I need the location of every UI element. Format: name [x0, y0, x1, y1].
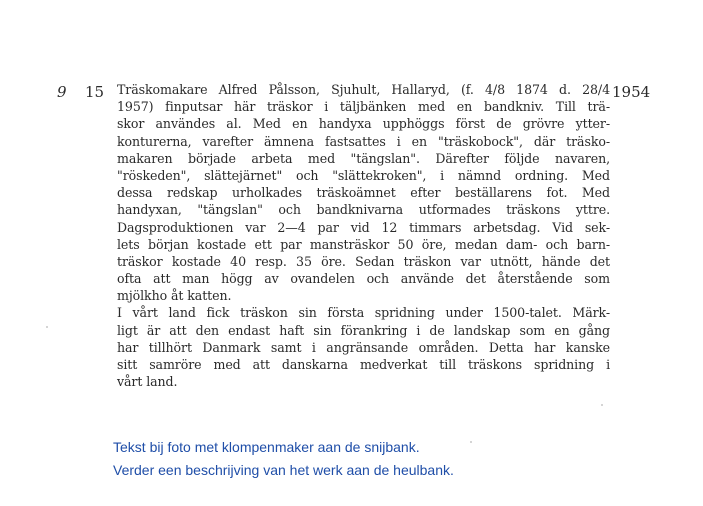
scan-speck [46, 326, 48, 328]
text-line: vårt land. [117, 374, 178, 390]
text-line: makaren började arbeta med "tängslan". Därefter följde navaren, [117, 150, 610, 166]
text-line: 1957) finputsar här träskor i täljbänken med en bandkniv. Till trä- [117, 99, 610, 115]
text-line: "röskeden", slättejärnet" och "slättekroken", i nämnd ordning. Med [117, 167, 610, 183]
scan-speck [601, 404, 603, 406]
text-line: skor användes al. Med en handyxa upphöggs först de grövre ytter- [117, 116, 610, 132]
text-line: lets början kostade ett par mansträskor 50 öre, medan dam- och barn- [117, 236, 610, 252]
caption-line-1: Tekst bij foto met klompenmaker aan de snijbank. [113, 439, 420, 455]
text-line: ofta att man högg av ovandelen och använde det återstående som [117, 271, 610, 287]
text-line: mjölkho åt katten. [117, 288, 232, 304]
text-line: sitt samröre med att danskarna medverkat till träskons spridning i [117, 357, 610, 372]
text-line: Dagsproduktionen var 2—4 par vid 12 timmars arbetsdag. Vid sek- [117, 219, 610, 235]
dutch-caption [113, 436, 454, 482]
text-line: ligt är att den endast haft sin förankring i de landskap som en gång [117, 322, 610, 338]
text-line: handyxan, "tängslan" och bandknivarna utformades träskons yttre. [117, 202, 610, 218]
page-number-left: 9 [57, 83, 67, 101]
article-text [117, 81, 610, 390]
text-line: konturerna, varefter ämnena fastsattes i en "träskobock", där träsko- [117, 133, 610, 149]
text-line: I vårt land fick träskon sin första spridning under 1500-talet. Märk- [117, 305, 610, 321]
scan-speck [470, 441, 472, 443]
caption-line-2: Verder een beschrijving van het werk aan de heulbank. [113, 462, 454, 478]
text-line: dessa redskap urholkades träskoämnet efter beställarens fot. Med [117, 185, 610, 201]
text-line: Träskomakare Alfred Pålsson, Sjuhult, Hallaryd, (f. 4/8 1874 d. 28/4 [117, 82, 610, 97]
item-number: 15 [85, 83, 105, 101]
text-line: har tillhört Danmark samt i angränsande områden. Detta har kanske [117, 339, 610, 355]
text-line: träskor kostade 40 resp. 35 öre. Sedan träskon var utnött, hände det [117, 253, 610, 269]
photo-year: 1954 [612, 83, 651, 101]
